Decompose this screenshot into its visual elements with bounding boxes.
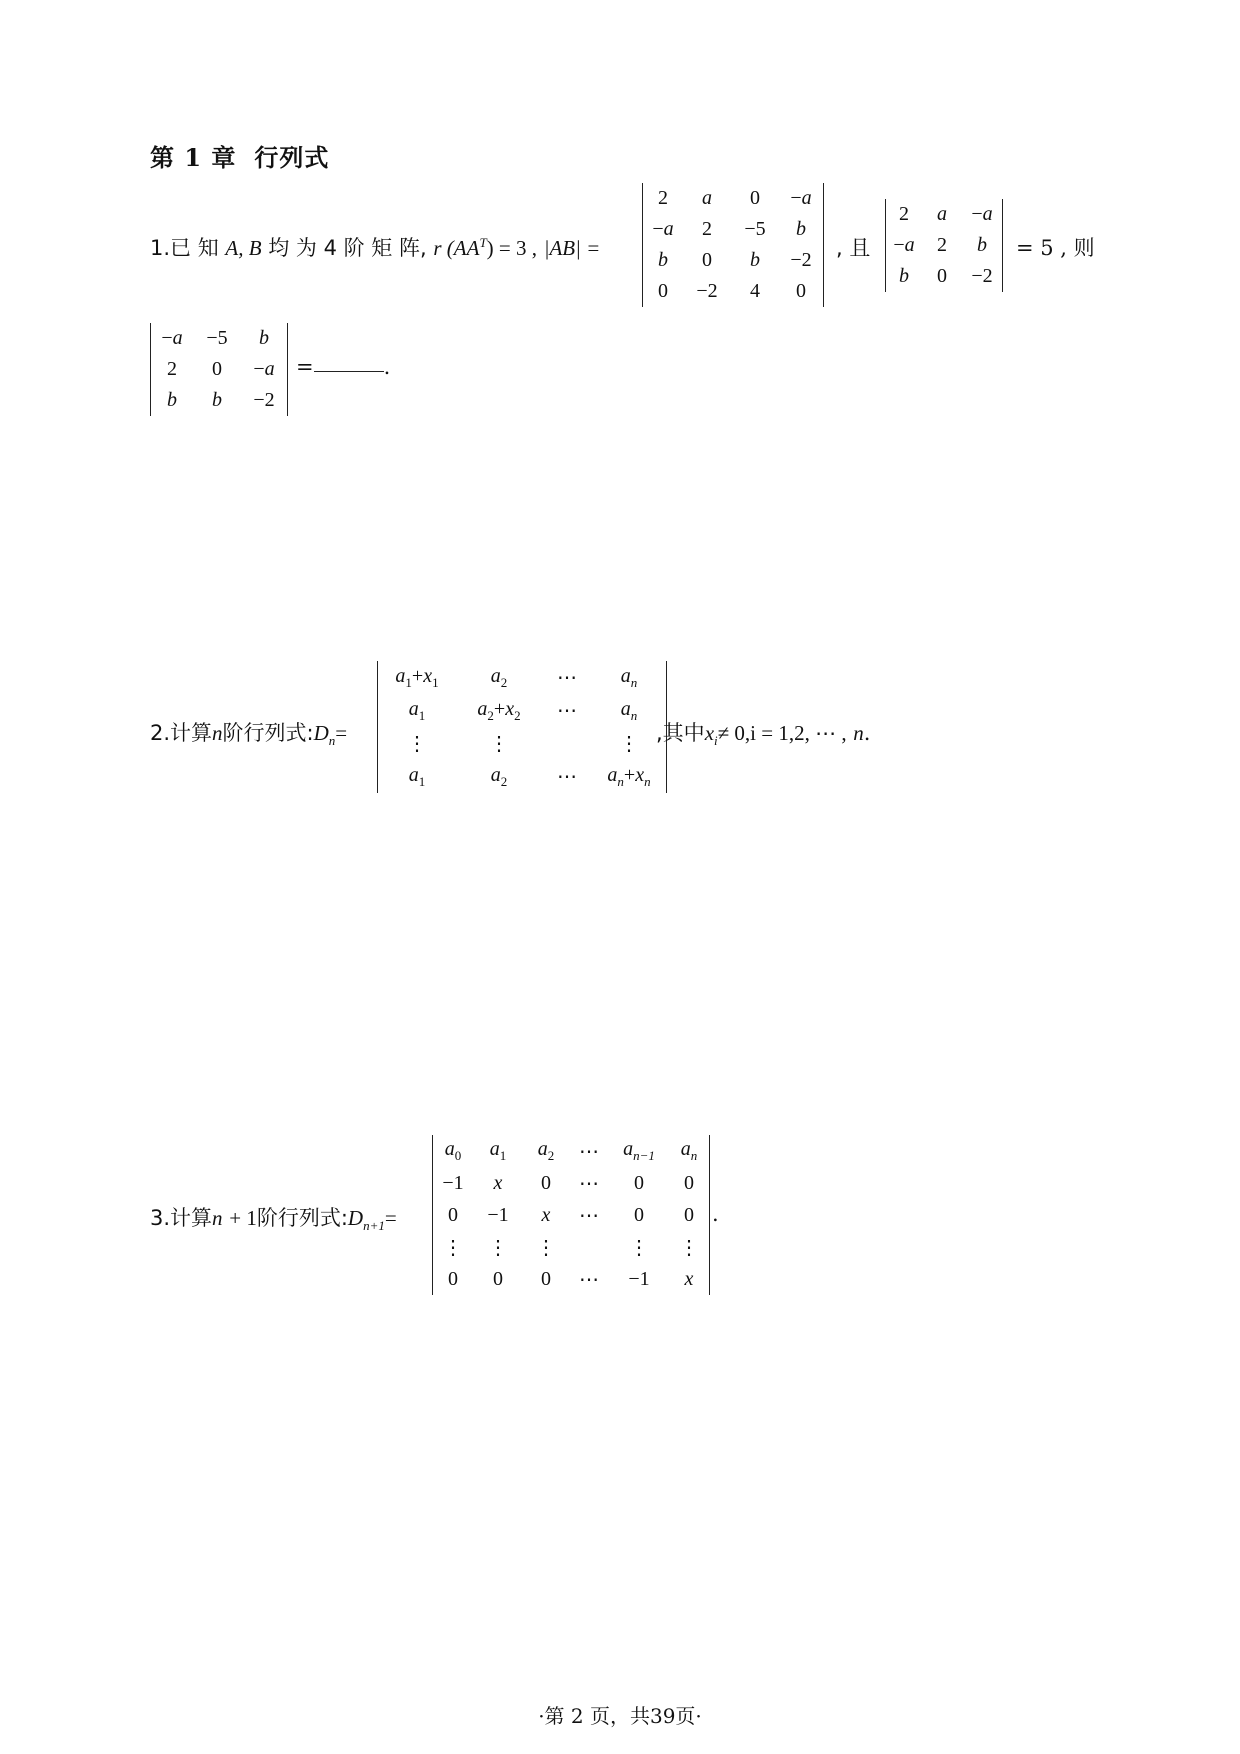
q1-det-4x4-cell: 4 [750, 280, 760, 302]
q1-det-3x3-given-cell: 2 [899, 203, 909, 225]
q1-rank-expr: r (AA [433, 236, 480, 260]
q3-det-cell: 0 [541, 1171, 551, 1194]
chapter-title: 行列式 [254, 143, 330, 172]
q2-det-cell: ⋯ [557, 700, 577, 722]
q3-D-sub: n+1 [363, 1218, 385, 1234]
q1-det-4x4-cell: −a [790, 187, 812, 209]
q1-det-3x3-target-cell: −a [161, 327, 183, 349]
q2-det-cell: ⋮ [407, 733, 427, 755]
q2-det-cell: $a_2$ [490, 763, 508, 789]
q3-n: n [212, 1206, 223, 1230]
q3-det-row [433, 1167, 709, 1199]
q3-end: . [712, 1202, 719, 1226]
q2-det-cell: $a_n+x_n$ [607, 763, 651, 789]
q3-det-cell: ⋮ [443, 1236, 463, 1259]
q1-det-3x3-given-row [886, 261, 1002, 292]
q2-D-sub: n [328, 733, 336, 749]
q1-det-4x4-cell: −5 [744, 218, 766, 240]
q3-det-row [433, 1199, 709, 1231]
q2-statement [150, 717, 347, 749]
q1-det-3x3-target-table [151, 323, 287, 416]
q2-det-cell: ⋮ [619, 733, 639, 755]
q1-answer-eq: = [296, 355, 314, 379]
q1-det-3x3-target-cell: b [212, 389, 222, 411]
q1-det-3x3-target-cell: b [259, 327, 269, 349]
q3-det-cell: $a_n$ [680, 1138, 698, 1163]
q2-det-cell: $a_n$ [620, 664, 638, 690]
q3-det-cell: $a_1$ [489, 1138, 507, 1163]
q3-plus: + 1 [229, 1206, 257, 1230]
q2-end: . [863, 721, 871, 745]
q1-det-3x3-target-cell: −2 [253, 389, 275, 411]
q2-where: ,其中 [656, 721, 705, 745]
q2-det-cell: $a_2$ [490, 664, 508, 690]
q3-det-cell: x [493, 1171, 503, 1194]
q1-det-3x3-given-cell: b [899, 265, 909, 287]
q2-cond-n: n [853, 721, 864, 745]
q3-det-cell: ⋯ [579, 1268, 599, 1291]
q3-det-cell: 0 [684, 1171, 694, 1194]
q3-det-cell: −1 [442, 1171, 464, 1194]
q1-det-4x4-cell: −2 [696, 280, 718, 302]
q1-end: . [383, 355, 391, 379]
q2-x: x [704, 721, 715, 745]
q3-det-cell: ⋮ [488, 1236, 508, 1259]
q2-det-cell: ⋯ [557, 667, 577, 689]
q2-condition [656, 717, 870, 749]
q1-and: , 且 [836, 236, 871, 260]
q1-det-4x4-cell: 2 [658, 187, 668, 209]
q1-det-4x4-cell: 2 [702, 218, 712, 240]
q1-rank-sup: T [479, 235, 487, 250]
q2-det-row [378, 760, 666, 793]
q3-D: D [347, 1206, 364, 1230]
q3-det-cell: $a_0$ [444, 1138, 462, 1163]
q3-det-cell: 0 [448, 1267, 458, 1290]
q2-det-cell: $a_1$ [408, 763, 426, 789]
chapter-number: 第 1 章 [150, 143, 237, 172]
q1-det-3x3-given-cell: a [937, 203, 947, 225]
q2-det-cell [542, 727, 592, 760]
q3-eq: = [384, 1206, 397, 1230]
q1-det-4x4-cell: 0 [750, 187, 760, 209]
q1-vars: A, B [225, 236, 262, 260]
q1-det-3x3-target-row [151, 385, 287, 416]
q2-det [377, 661, 667, 793]
q1-equals5: = 5 , 则 [1016, 236, 1095, 260]
q2-det-table [378, 661, 666, 793]
chapter-heading [150, 138, 347, 173]
q1-det-3x3-target-row [151, 354, 287, 385]
q3-det-cell: 0 [448, 1203, 458, 1226]
q2-x-sub: i [714, 733, 718, 749]
q2-D: D [313, 721, 329, 745]
q3-det-row [433, 1263, 709, 1295]
q1-det-3x3-target-cell: 0 [212, 358, 222, 380]
q2-det-cell: $a_n$ [620, 697, 638, 723]
q3-det-cell: ⋯ [579, 1140, 599, 1163]
q1-text: 均 为 4 阶 矩 阵, [268, 236, 427, 260]
q1-det-3x3-target-row [151, 323, 287, 354]
q2-det-row [378, 727, 666, 760]
q1-det-3x3-given-cell: −a [971, 203, 993, 225]
q3-det [432, 1135, 710, 1295]
q3-det-cell: 0 [541, 1267, 551, 1290]
q2-text: 阶行列式: [222, 721, 314, 745]
q1-answer [296, 355, 390, 379]
q1-answer-blank [314, 370, 384, 372]
q3-det-cell: $a_2$ [537, 1138, 555, 1163]
q1-det-4x4-cell: b [796, 218, 806, 240]
q1-det-4x4-table [643, 183, 823, 307]
q1-det-4x4-cell: 0 [796, 280, 806, 302]
q3-det-cell: ⋮ [679, 1236, 699, 1259]
q1-rank-tail: ) = 3 , [486, 236, 538, 260]
q1-det-3x3-given-cell: 0 [937, 265, 947, 287]
q2-n: n [212, 721, 223, 745]
q1-absab: |AB| = [543, 236, 601, 260]
q3-det-cell: ⋯ [579, 1172, 599, 1195]
q3-det-cell: ⋮ [629, 1236, 649, 1259]
q3-det-cell: 0 [634, 1203, 644, 1226]
q3-det-cell: ⋮ [536, 1236, 556, 1259]
q1-statement [150, 232, 600, 262]
q1-det-4x4-cell: b [658, 249, 668, 271]
q1-det-3x3-target-cell: −5 [206, 327, 228, 349]
q1-det-3x3-target-cell: 2 [167, 358, 177, 380]
q1-det-4x4-row [643, 214, 823, 245]
q2-det-cell: ⋯ [557, 766, 577, 788]
q3-det-cell: $a_{n-1}$ [623, 1138, 655, 1163]
q1-det-4x4-cell: −a [652, 218, 674, 240]
q1-det-4x4-row [643, 276, 823, 307]
q2-det-cell: ⋮ [489, 733, 509, 755]
q1-det-4x4-row [643, 183, 823, 214]
q3-number: 3.计算 [150, 1206, 213, 1230]
q3-det-row [433, 1231, 709, 1263]
q1-det-4x4-row [643, 245, 823, 276]
q1-det-3x3-given [885, 199, 1003, 292]
q1-det-4x4-cell: b [750, 249, 760, 271]
q1-det-4x4-cell: −2 [790, 249, 812, 271]
q1-det-4x4-cell: 0 [658, 280, 668, 302]
q3-det-cell: −1 [487, 1203, 509, 1226]
q2-det-row [378, 661, 666, 694]
q1-det-3x3-given-cell: 2 [937, 234, 947, 256]
q2-det-cell: $a_1+x_1$ [395, 664, 439, 690]
q1-det-3x3-given-table [886, 199, 1002, 292]
q1-det-3x3-given-cell: −a [893, 234, 915, 256]
q1-det-4x4-cell: 0 [702, 249, 712, 271]
q1-det-4x4-cell: a [702, 187, 712, 209]
q2-cond: ≠ 0,i = 1,2, ⋯ , [717, 721, 847, 745]
q3-det-table [433, 1135, 709, 1295]
page-footer: ·第 2 页，共39页· [538, 1704, 702, 1728]
q3-statement [150, 1202, 397, 1234]
q3-det-cell: 0 [493, 1267, 503, 1290]
q1-det-3x3-given-row [886, 199, 1002, 230]
q3-det-cell: x [684, 1267, 694, 1290]
q1-det-3x3-given-row [886, 230, 1002, 261]
q1-det-3x3-given-cell: −2 [971, 265, 993, 287]
q3-det-cell: x [541, 1203, 551, 1226]
q3-det-cell: 0 [684, 1203, 694, 1226]
q3-det-cell: −1 [628, 1267, 650, 1290]
q2-eq: = [335, 721, 348, 745]
q1-det-3x3-target [150, 323, 288, 416]
q1-det-4x4 [642, 183, 824, 307]
q3-det-row [433, 1135, 709, 1167]
q2-det-cell: $a_1$ [408, 697, 426, 723]
q2-det-row [378, 694, 666, 727]
q3-det-cell: 0 [634, 1171, 644, 1194]
q2-number: 2.计算 [150, 721, 213, 745]
q3-text: 阶行列式: [256, 1206, 348, 1230]
q2-det-cell: $a_2+x_2$ [477, 697, 521, 723]
q1-det-3x3-target-cell: b [167, 389, 177, 411]
q1-det-3x3-given-cell: b [977, 234, 987, 256]
q1-det-3x3-target-cell: −a [253, 358, 275, 380]
q3-det-cell [569, 1231, 609, 1263]
q1-number: 1.已 知 [150, 236, 219, 260]
q3-det-cell: ⋯ [579, 1204, 599, 1227]
